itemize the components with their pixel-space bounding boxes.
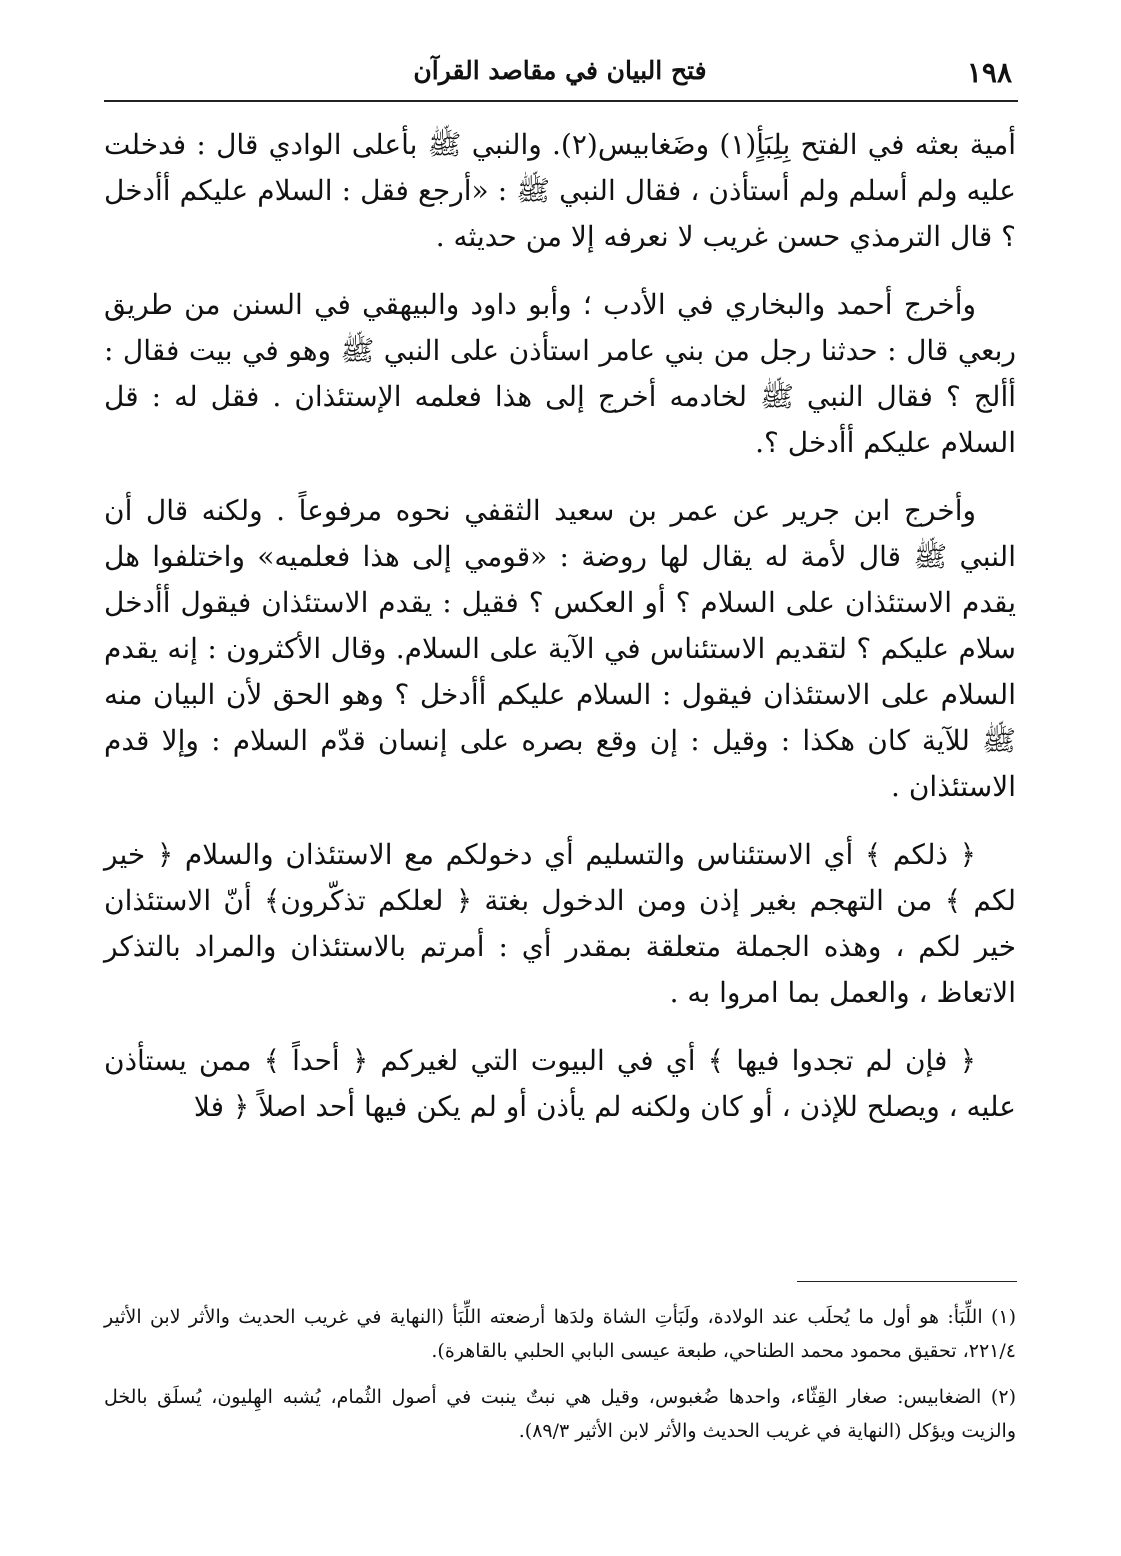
- header-rule: [104, 100, 1018, 102]
- page-header: [104, 52, 1016, 96]
- footnotes: [104, 1300, 1016, 1460]
- footnote-2: (٢) الضغابيس: صغار القِثّاء، واحدها ضُغبوس، وقيل هي نبتٌ ينبت في أصول الثُمام، يُشبه الهِليون، يُسلَق بالخل والزيت ويؤكل (النهاية في غريب الحديث والأثر لابن الأثير ٨٩/٣).: [104, 1386, 1016, 1442]
- running-title: فتح البيان في مقاصد القرآن: [413, 56, 707, 85]
- paragraph-4: ﴿ ذلكم ﴾ أي الاستئناس والتسليم أي دخولكم مع الاستئذان والسلام ﴿ خير لكم ﴾ من التهجم بغير إذن ومن الدخول بغتة ﴿ لعلكم تذكّرون﴾ أنّ الاستئذان خير لكم ، وهذه الجملة متعلقة بمقدر أي : أمرتم بالاستئذان والمراد بالتذكر الاتعاظ ، والعمل بما امروا به .: [104, 838, 1017, 1009]
- paragraph-1: أمية بعثه في الفتح بِلِبَأٍ(١) وضَغابيس(٢). والنبي ﷺ بأعلى الوادي قال : فدخلت عليه ولم أسلم ولم أستأذن ، فقال النبي ﷺ : «أرجع فقل : السلام عليكم أأدخل ؟ قال الترمذي حسن غريب لا نعرفه إلا من حديثه .: [104, 128, 1016, 253]
- paragraph-2: وأخرج أحمد والبخاري في الأدب ؛ وأبو داود والبيهقي في السنن من طريق ربعي قال : حدثنا رجل من بني عامر استأذن على النبي ﷺ وهو في بيت فقال : أألج ؟ فقال النبي ﷺ لخادمه أخرج إلى هذا فعلمه الإستئذان . فقل له : قل السلام عليكم أأدخل ؟.: [104, 288, 1017, 459]
- footnote-rule: [797, 1281, 1017, 1282]
- paragraph-5: ﴿ فإن لم تجدوا فيها ﴾ أي في البيوت التي لغيركم ﴿ أحداً ﴾ ممن يستأذن عليه ، ويصلح للإذن ، أو كان ولكنه لم يأذن أو لم يكن فيها أحد اصلاً ﴿ فلا: [104, 1044, 1016, 1123]
- footnote-1: (١) اللِّبَأ: هو أول ما يُحلَب عند الولادة، ولَبَأتِ الشاة ولدَها أرضعته اللِّبَأ (النهاية في غريب الحديث والأثر لابن الأثير ٢٢١/٤، تحقيق محمود محمد الطناحي، طبعة عيسى البابي الحلبي بالقاهرة).: [104, 1306, 1016, 1362]
- paragraph-3: وأخرج ابن جرير عن عمر بن سعيد الثقفي نحوه مرفوعاً . ولكنه قال أن النبي ﷺ قال لأمة له يقال لها روضة : «قومي إلى هذا فعلميه» واختلفوا هل يقدم الاستئذان على السلام ؟ أو العكس ؟ فقيل : يقدم الاستئذان فيقول أأدخل سلام عليكم ؟ لتقديم الاستئناس في الآية على السلام. وقال الأكثرون : إنه يقدم السلام على الاستئذان فيقول : السلام عليكم أأدخل ؟ وهو الحق لأن البيان منه ﷺ للآية كان هكذا : وقيل : إن وقع بصره على إنسان قدّم السلام : وإلا قدم الاستئذان .: [104, 494, 1016, 803]
- page-number: ١٩٨: [966, 56, 1012, 89]
- main-text: [104, 122, 1016, 1152]
